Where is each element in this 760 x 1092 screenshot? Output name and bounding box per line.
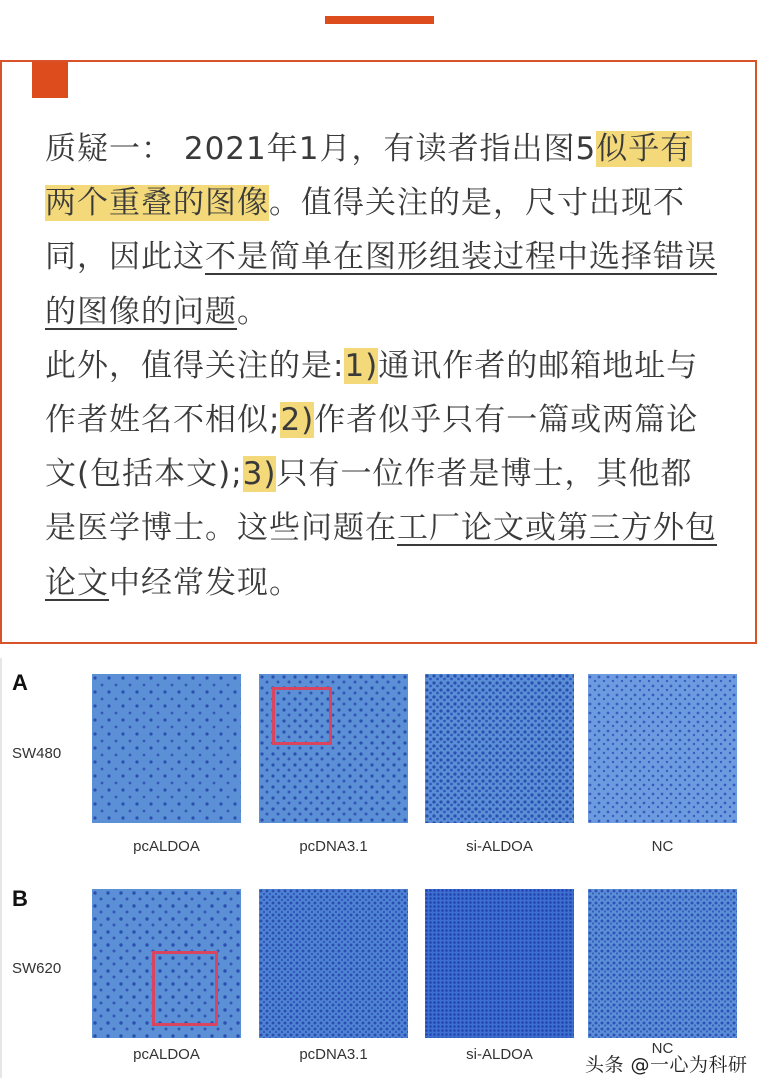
- image-a-pcaldoa: [92, 674, 241, 823]
- figure-edge: [0, 658, 2, 1078]
- image-b-nc: [588, 889, 737, 1038]
- image-a-nc: [588, 674, 737, 823]
- col-label-a-pcdna31: pcDNA3.1: [299, 838, 368, 855]
- panel-letter-a: A: [12, 670, 28, 695]
- quote-text: [45, 122, 721, 610]
- watermark: 头条 @一心为科研: [585, 1054, 748, 1076]
- figure-transwell-assay: [0, 658, 760, 1092]
- highlight-box-overlap-b: [152, 951, 218, 1026]
- col-label-a-nc: NC: [651, 838, 674, 855]
- highlight-point-3: 3): [242, 456, 277, 493]
- row-label-sw620: SW620: [12, 960, 62, 977]
- col-label-b-si-aldoa: si-ALDOA: [466, 1046, 533, 1063]
- row-label-sw480: SW480: [12, 745, 62, 762]
- col-label-b-pcdna31: pcDNA3.1: [299, 1046, 368, 1063]
- col-label-a-si-aldoa: si-ALDOA: [466, 838, 533, 855]
- col-label-a-pcaldoa: pcALDOA: [133, 838, 200, 855]
- quote-box: [0, 60, 757, 644]
- underline-not-simple-error: 不是简单在图形组装过程中选择错误的图像的问题: [45, 239, 717, 330]
- col-label-b-pcaldoa: pcALDOA: [133, 1046, 200, 1063]
- col-label-b-nc: NC: [651, 1040, 674, 1057]
- highlight-box-overlap-a: [272, 687, 332, 745]
- image-b-si-aldoa: [425, 889, 574, 1038]
- quote-tag-marker: [32, 62, 68, 98]
- paragraph-doubt-one: 质疑一： 2021年1月，有读者指出图5似乎有两个重叠的图像。值得关注的是，尺寸出现不同，因此这不是简单在图形组装过程中选择错误的图像的问题。: [45, 131, 717, 330]
- section-divider-bar: [325, 16, 434, 24]
- highlight-overlap: 似乎有两个重叠的图像: [45, 131, 693, 222]
- image-b-pcaldoa: [92, 889, 241, 1038]
- paragraph-additional-concerns: 此外，值得关注的是:1)通讯作者的邮箱地址与作者姓名不相似;2)作者似乎只有一篇或两篇论文(包括本文);3)只有一位作者是博士，其他都是医学博士。这些问题在工厂论文或第三方外包论文中经常发现。: [45, 347, 717, 601]
- panel-letter-b: B: [12, 886, 28, 911]
- highlight-point-1: 1): [344, 347, 379, 384]
- image-a-si-aldoa: [425, 674, 574, 823]
- image-b-pcdna31: [259, 889, 408, 1038]
- image-a-pcdna31: [259, 674, 408, 823]
- highlight-point-2: 2): [280, 402, 315, 439]
- underline-paper-mill: 工厂论文或第三方外包论文: [45, 510, 717, 601]
